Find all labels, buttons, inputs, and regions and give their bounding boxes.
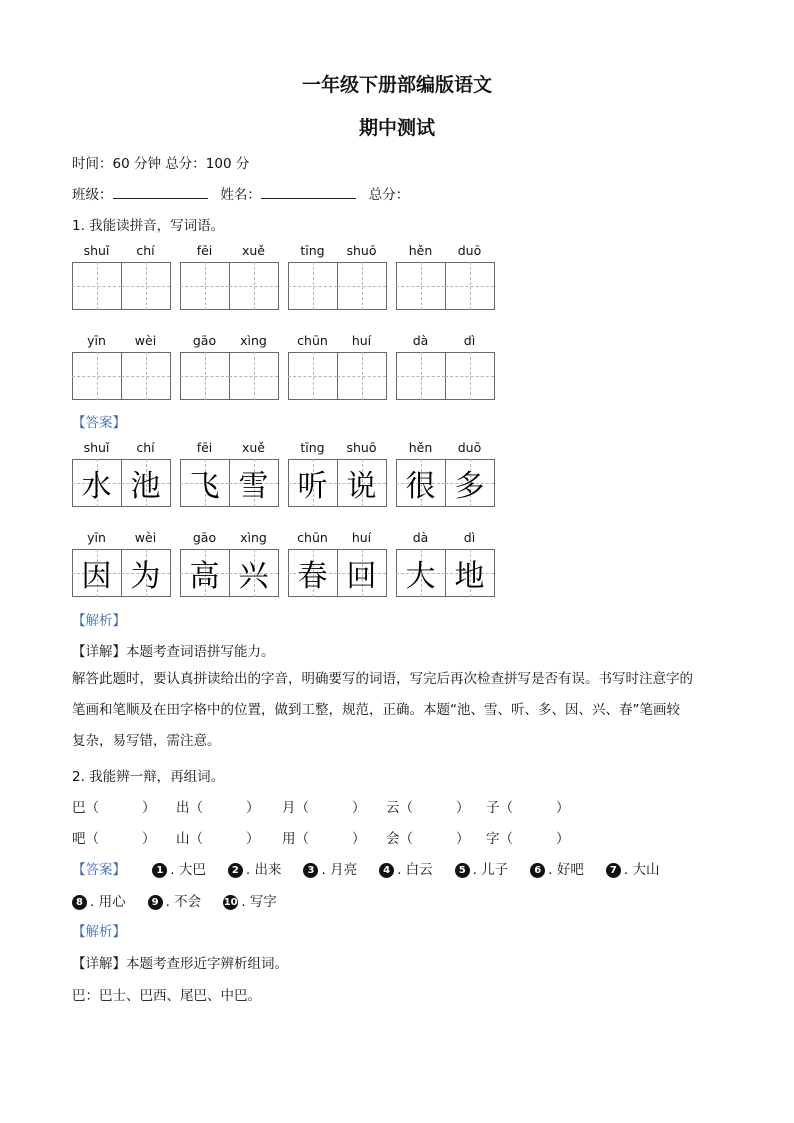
answer-char-cell — [337, 549, 386, 597]
analysis-tag-2: 【解析】 — [72, 924, 126, 940]
writing-cell[interactable] — [229, 262, 278, 310]
pinyin-label: xìng — [240, 333, 267, 348]
writing-cell[interactable] — [288, 352, 337, 400]
circled-number-icon: 8 — [72, 895, 87, 910]
circled-number-icon: 4 — [379, 863, 394, 878]
answer-char: 为 — [130, 559, 161, 594]
class-blank[interactable] — [113, 184, 208, 199]
close-paren: ） — [556, 800, 570, 816]
question-2-prompt: 2. 我能辨一辩，再组词。 — [72, 769, 225, 785]
answer-text: . 大山 — [623, 862, 660, 878]
answer-item — [228, 862, 282, 878]
pinyin-label: fēi — [196, 440, 213, 455]
pinyin-label: chūn — [297, 333, 328, 348]
answer-item — [303, 862, 357, 878]
pinyin-label: shuō — [346, 243, 377, 258]
writing-cell[interactable] — [72, 262, 121, 310]
answer-text: . 写字 — [241, 894, 277, 910]
pinyin-label: duō — [457, 440, 482, 455]
pinyin-label: dì — [463, 333, 476, 348]
answer-item — [606, 862, 660, 878]
answer-item — [530, 862, 584, 878]
circled-number-icon: 6 — [530, 863, 545, 878]
pinyin-label: dà — [412, 333, 429, 348]
pinyin-label: chí — [136, 440, 155, 455]
detail-2 — [72, 952, 288, 972]
pinyin-label: tīng — [300, 243, 325, 258]
circled-number-icon: 7 — [606, 863, 621, 878]
writing-cell[interactable] — [229, 352, 278, 400]
char-with-open-paren: 月（ — [282, 800, 309, 816]
analysis-tag-1: 【解析】 — [72, 613, 126, 629]
answer-char: 多 — [454, 469, 485, 504]
circled-number-icon: 1 — [152, 863, 167, 878]
answer-char-cell — [288, 459, 337, 507]
answer-tag-2: 【答案】 — [72, 862, 126, 878]
answer-item — [223, 894, 277, 910]
pinyin-label: hěn — [408, 440, 433, 455]
pinyin-label: chí — [136, 243, 155, 258]
q2-answers-line-2 — [72, 890, 277, 910]
answer-tag-1: 【答案】 — [72, 415, 126, 431]
pinyin-label: yīn — [87, 333, 106, 348]
circled-number-icon: 5 — [455, 863, 470, 878]
pinyin-label: hěn — [408, 243, 433, 258]
writing-cell[interactable] — [121, 352, 170, 400]
page-subtitle: 期中测试 — [358, 117, 435, 139]
pinyin-label: huí — [351, 333, 372, 348]
writing-cell[interactable] — [121, 262, 170, 310]
close-paren: ） — [142, 800, 156, 816]
answer-text: . 大巴 — [170, 862, 206, 878]
detail-text: 本题考查形近字辨析组词。 — [126, 956, 288, 972]
answer-char: 雪 — [238, 469, 269, 504]
explanation-line: 复杂，易写错，需注意。 — [72, 733, 221, 749]
pinyin-label: xuě — [241, 243, 265, 258]
explanation-1 — [72, 664, 732, 757]
pinyin-label: huí — [351, 530, 372, 545]
answer-char-cell — [72, 549, 121, 597]
answer-text: . 用心 — [90, 894, 126, 910]
char-with-open-paren: 子（ — [486, 800, 513, 816]
answer-item — [379, 862, 433, 878]
close-paren: ） — [456, 831, 470, 847]
writing-cell[interactable] — [445, 262, 494, 310]
pinyin-label: chūn — [297, 530, 328, 545]
answer-char: 地 — [454, 559, 485, 594]
circled-number-icon: 2 — [228, 863, 243, 878]
student-info-line — [72, 183, 409, 203]
answer-char: 飞 — [189, 469, 220, 504]
q2-answers-line-1 — [72, 858, 659, 878]
answer-text: . 儿子 — [472, 862, 509, 878]
pinyin-label: xìng — [240, 530, 267, 545]
answer-item — [152, 862, 206, 878]
close-paren: ） — [556, 831, 570, 847]
name-label: 姓名： — [220, 187, 261, 203]
char-with-open-paren: 云（ — [386, 800, 413, 816]
name-blank[interactable] — [261, 184, 356, 199]
pinyin-label: xuě — [241, 440, 265, 455]
answer-item — [72, 894, 126, 910]
answer-item — [148, 894, 202, 910]
pinyin-label: wèi — [134, 333, 157, 348]
answer-char-cell — [396, 459, 445, 507]
answer-char: 兴 — [238, 559, 269, 594]
answer-char: 高 — [189, 559, 220, 594]
char-with-open-paren: 出（ — [176, 800, 203, 816]
detail-tag: 【详解】 — [72, 644, 126, 660]
pinyin-label: shuō — [346, 440, 377, 455]
pinyin-label: yīn — [87, 530, 106, 545]
circled-number-icon: 9 — [148, 895, 163, 910]
answer-char-cell — [180, 549, 229, 597]
answer-char-cell — [229, 459, 278, 507]
writing-cell[interactable] — [396, 352, 445, 400]
answer-char-cell — [229, 549, 278, 597]
answer-item — [455, 862, 509, 878]
detail-tag: 【详解】 — [72, 956, 126, 972]
writing-cell[interactable] — [337, 262, 386, 310]
pinyin-label: gāo — [192, 530, 217, 545]
explanation-line: 笔画和笔顺及在田字格中的位置，做到工整，规范，正确。本题“池、雪、听、多、因、兴、春”笔画较 — [72, 702, 680, 718]
answer-text: . 好吧 — [548, 862, 584, 878]
pinyin-label: shuǐ — [83, 243, 110, 258]
writing-cell[interactable] — [180, 352, 229, 400]
question-1-prompt: 1. 我能读拼音，写词语。 — [72, 218, 225, 234]
pinyin-label: fēi — [196, 243, 213, 258]
answer-char: 大 — [405, 559, 436, 594]
answer-text: . 不会 — [165, 894, 202, 910]
answer-char: 很 — [405, 469, 436, 504]
pinyin-label: dì — [463, 530, 476, 545]
answer-text: . 出来 — [245, 862, 282, 878]
close-paren: ） — [352, 800, 366, 816]
writing-cell[interactable] — [396, 262, 445, 310]
page-title: 一年级下册部编版语文 — [301, 74, 492, 96]
char-with-open-paren: 巴（ — [72, 800, 99, 816]
answer-char-cell — [445, 459, 494, 507]
writing-cell[interactable] — [337, 352, 386, 400]
close-paren: ） — [246, 800, 260, 816]
answer-char: 说 — [346, 469, 377, 504]
pinyin-label: wèi — [134, 530, 157, 545]
writing-cell[interactable] — [180, 262, 229, 310]
close-paren: ） — [246, 831, 260, 847]
char-with-open-paren: 字（ — [486, 831, 513, 847]
pinyin-label: tīng — [300, 440, 325, 455]
answer-char-cell — [445, 549, 494, 597]
answer-char-cell — [121, 549, 170, 597]
answer-char: 回 — [346, 559, 377, 594]
char-with-open-paren: 吧（ — [72, 831, 99, 847]
char-with-open-paren: 山（ — [176, 831, 203, 847]
exam-time-info: 时间：60 分钟 总分：100 分 — [72, 156, 250, 172]
answer-char-cell — [180, 459, 229, 507]
answer-char: 水 — [81, 469, 112, 504]
answer-char: 因 — [81, 559, 112, 594]
close-paren: ） — [142, 831, 156, 847]
answer-char-cell — [396, 549, 445, 597]
pinyin-label: gāo — [192, 333, 217, 348]
pinyin-label: dà — [412, 530, 429, 545]
close-paren: ） — [456, 800, 470, 816]
answer-char: 池 — [130, 469, 161, 504]
answer-text: . 白云 — [397, 862, 433, 878]
answer-char-cell — [288, 549, 337, 597]
answer-char: 春 — [297, 559, 328, 594]
pinyin-label: duō — [457, 243, 482, 258]
score-label: 总分： — [368, 187, 410, 203]
answer-char: 听 — [297, 469, 328, 504]
class-label: 班级： — [72, 187, 113, 203]
circled-number-icon: 10 — [223, 897, 238, 908]
char-with-open-paren: 会（ — [386, 831, 413, 847]
answer-text: . 月亮 — [321, 862, 358, 878]
answer-char-cell — [337, 459, 386, 507]
pinyin-label: shuǐ — [83, 440, 110, 455]
detail-text: 本题考查词语拼写能力。 — [126, 644, 275, 660]
detail-1 — [72, 640, 275, 660]
writing-cell[interactable] — [72, 352, 121, 400]
circled-number-icon: 3 — [303, 863, 318, 878]
q2-last-line: 巴：巴士、巴西、尾巴、中巴。 — [72, 988, 261, 1004]
answer-char-cell — [72, 459, 121, 507]
explanation-line: 解答此题时，要认真拼读给出的字音，明确要写的词语，写完后再次检查拼写是否有误。书写时注意字的 — [72, 671, 693, 687]
char-with-open-paren: 用（ — [282, 831, 309, 847]
writing-cell[interactable] — [288, 262, 337, 310]
answer-char-cell — [121, 459, 170, 507]
writing-cell[interactable] — [445, 352, 494, 400]
close-paren: ） — [352, 831, 366, 847]
